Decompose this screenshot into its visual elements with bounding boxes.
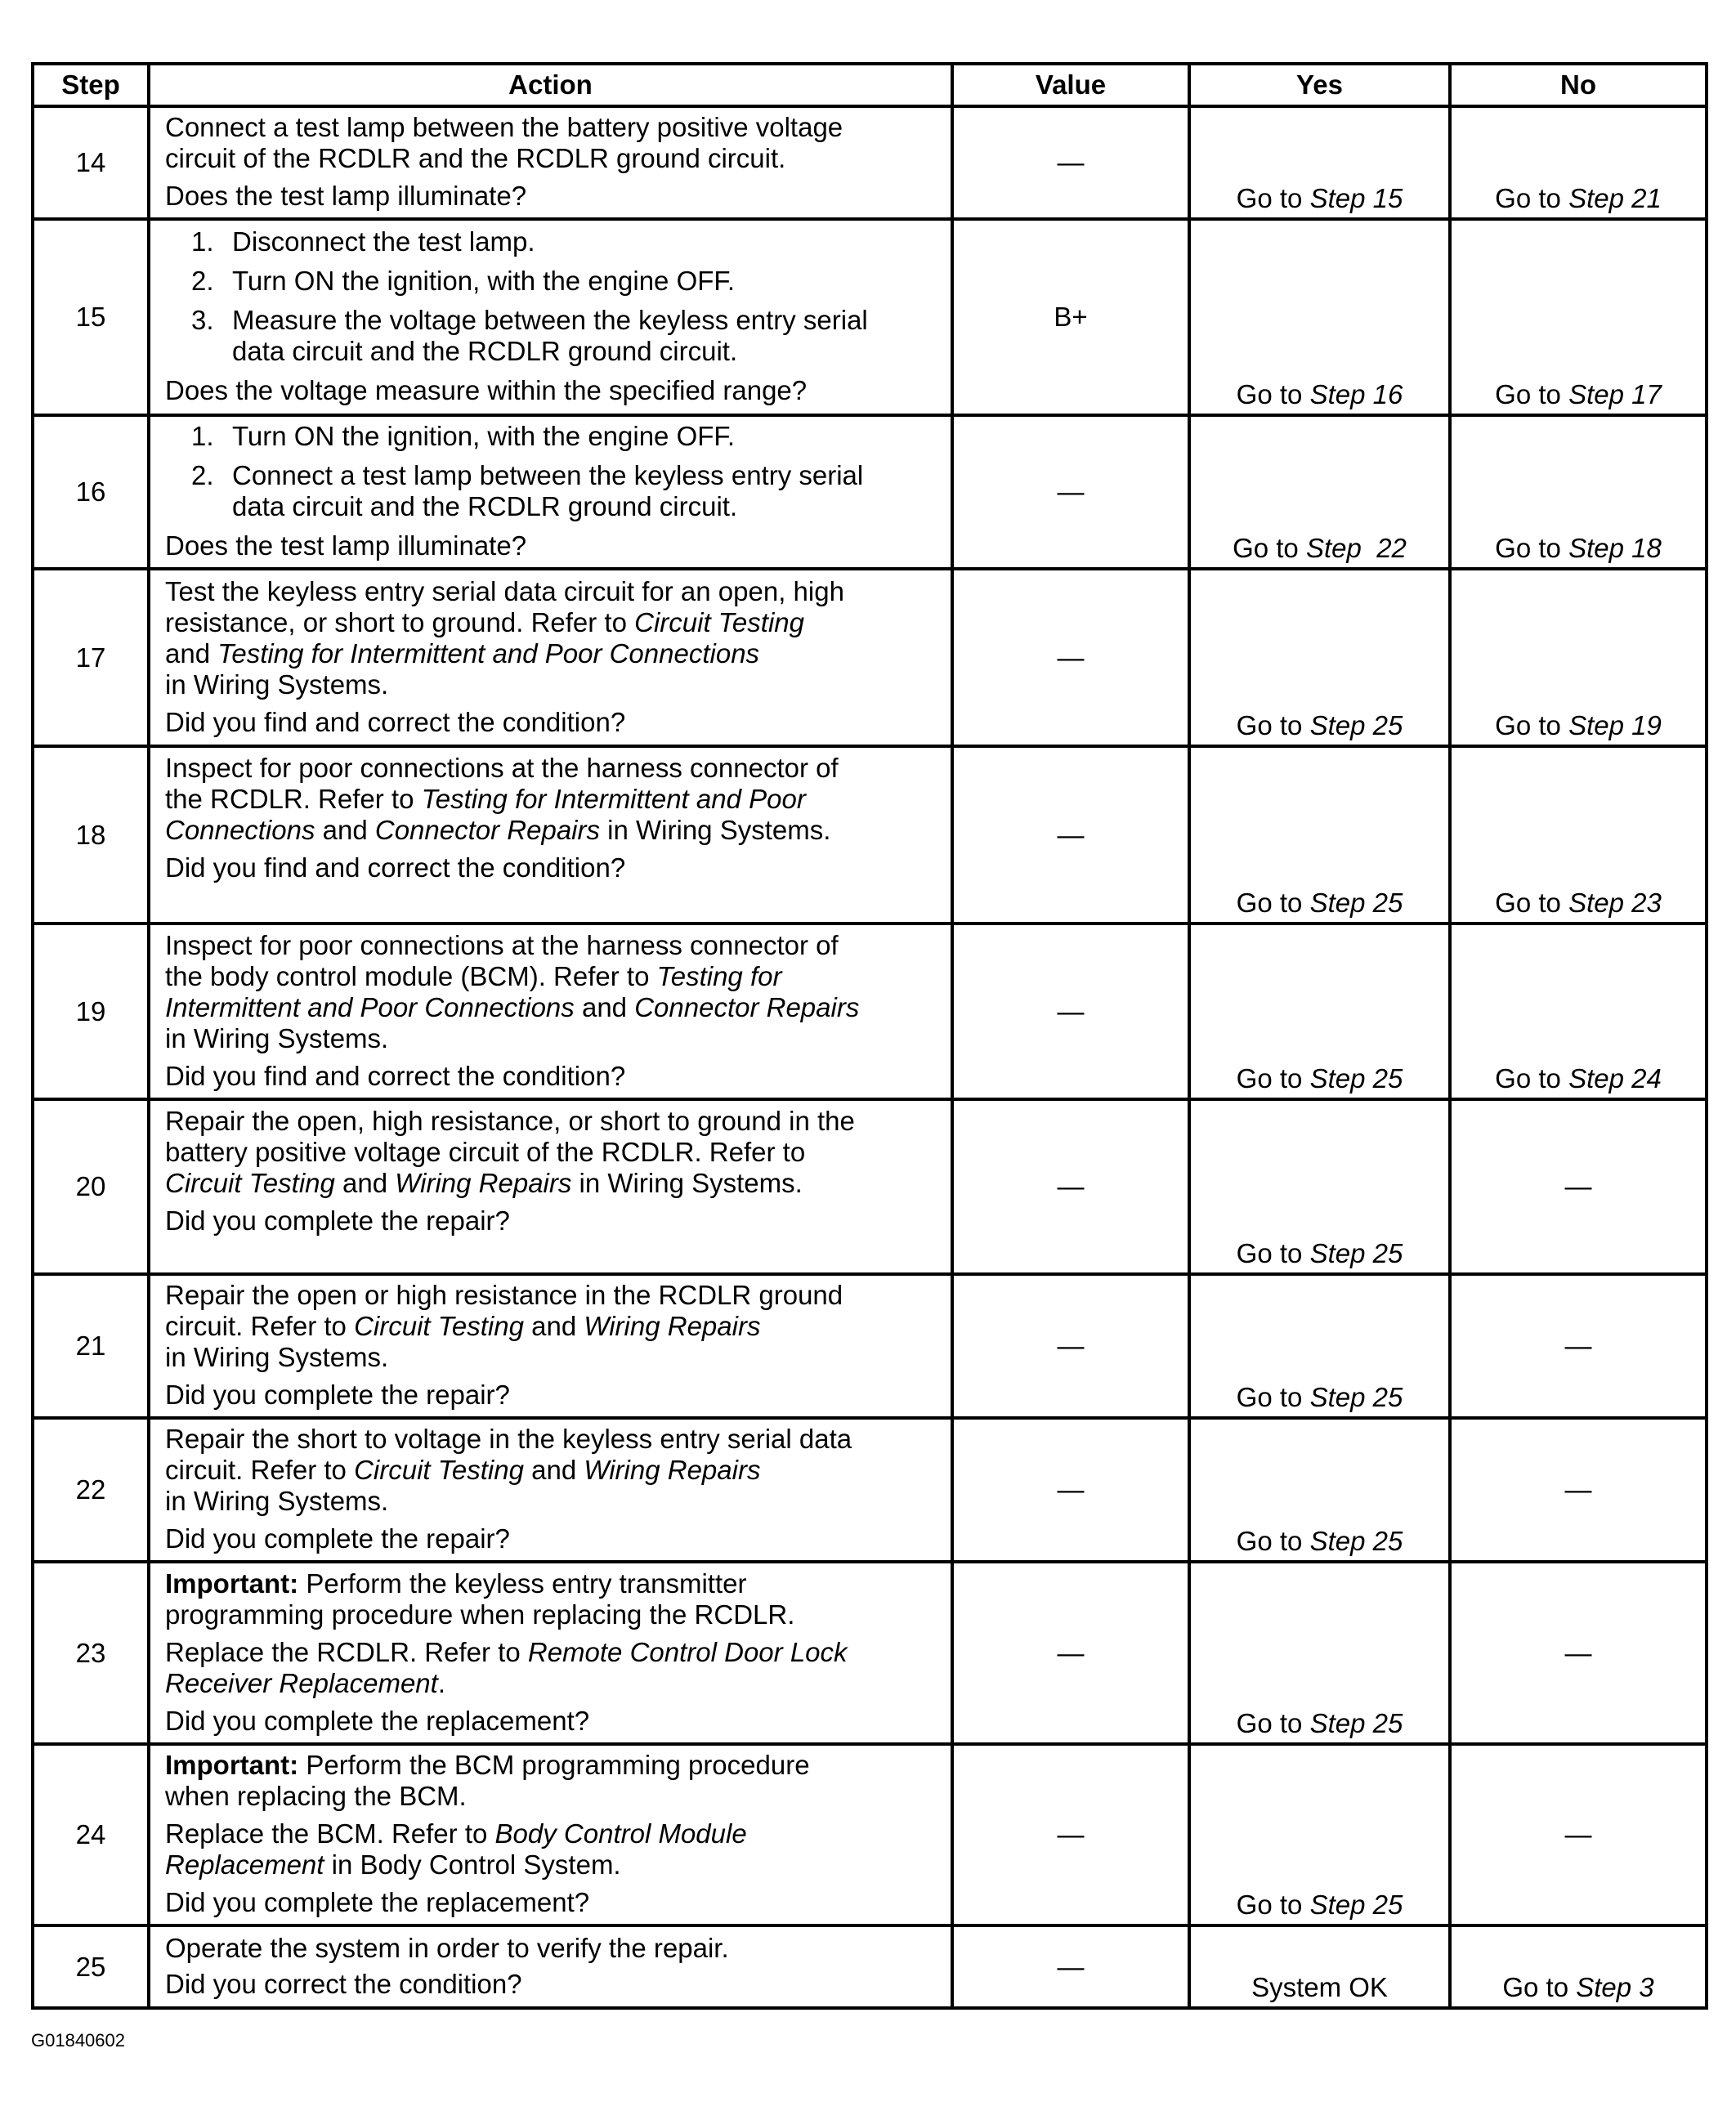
no-prefix: Go to [1495, 1063, 1561, 1093]
ref-bcm-replacement[interactable]: Replacement [165, 1849, 324, 1880]
value-cell: — [952, 1099, 1189, 1274]
action-text: Repair the short to voltage in the keyless entry serial data [165, 1424, 852, 1454]
yes-prefix: Go to [1236, 1890, 1303, 1920]
table-row [33, 1925, 1707, 2008]
action-text: Replace the BCM. Refer to [165, 1818, 495, 1849]
list-text: Connect a test lamp between the keyless entry serial data circuit and the RCDLR ground circuit. [232, 460, 864, 521]
action-question: Did you find and correct the condition? [165, 852, 626, 883]
header-value: Value [952, 64, 1189, 106]
yes-step-link[interactable]: Step 25 [1309, 1890, 1403, 1920]
action-text [165, 1849, 939, 1881]
action-text: Perform the keyless entry transmitter [298, 1568, 747, 1599]
value-cell: — [952, 106, 1189, 219]
important-label: Important: [165, 1750, 299, 1780]
no-cell [1450, 219, 1707, 415]
action-cell [149, 1099, 952, 1274]
table-row [33, 746, 1707, 924]
yes-cell: System OK [1189, 1925, 1450, 2008]
list-number: 2. [191, 266, 214, 296]
ref-intermittent-connections[interactable]: Testing for [656, 960, 782, 991]
action-cell [149, 106, 952, 219]
list-text: Turn ON the ignition, with the engine OFF. [232, 266, 736, 296]
step-number: 23 [33, 1562, 149, 1744]
action-question: Did you complete the repair? [165, 1380, 510, 1410]
action-list [165, 421, 939, 522]
no-cell [1450, 1925, 1707, 2008]
action-text: in Wiring Systems. [165, 1022, 389, 1053]
ref-circuit-testing[interactable]: Circuit Testing [354, 1455, 524, 1485]
action-text: and [334, 1168, 396, 1198]
value-cell: — [952, 1925, 1189, 2008]
action-text: and [165, 637, 218, 669]
yes-prefix: Go to [1236, 1526, 1303, 1556]
yes-prefix: Go to [1236, 710, 1303, 740]
action-question: Did you complete the replacement? [165, 1705, 590, 1736]
yes-cell [1189, 1744, 1450, 1925]
action-text: circuit. Refer to [165, 1455, 355, 1485]
action-text: resistance, or short to ground. Refer to [165, 606, 635, 637]
action-text: Inspect for poor connections at the harness connector of [165, 753, 839, 783]
no-cell: — [1450, 1418, 1707, 1562]
value-cell: — [952, 924, 1189, 1099]
action-text: in Wiring Systems. [165, 1342, 389, 1372]
action-text: and [574, 991, 635, 1022]
yes-prefix: Go to [1236, 888, 1303, 918]
action-text [165, 784, 939, 815]
action-text: in Body Control System. [324, 1849, 621, 1880]
ref-circuit-testing[interactable]: Circuit Testing [354, 1311, 524, 1341]
action-text: and [523, 1311, 584, 1341]
table-row [33, 1099, 1707, 1274]
no-cell [1450, 415, 1707, 569]
step-number: 18 [33, 746, 149, 924]
action-text [165, 992, 939, 1023]
ref-bcm-replacement[interactable]: Body Control Module [494, 1818, 747, 1849]
header-action: Action [149, 64, 952, 106]
ref-rcdlr-replacement[interactable]: Receiver Replacement [165, 1667, 438, 1698]
action-question: Did you complete the replacement? [165, 1887, 590, 1917]
action-question: Did you find and correct the condition? [165, 1060, 626, 1091]
ref-intermittent-connections[interactable]: Testing for Intermittent and Poor Connections [217, 637, 760, 669]
yes-prefix: Go to [1236, 1063, 1303, 1093]
ref-connector-repairs[interactable]: Connector Repairs [634, 991, 860, 1022]
yes-cell [1189, 106, 1450, 219]
list-text: Turn ON the ignition, with the engine OFF. [232, 421, 736, 451]
yes-cell [1189, 1418, 1450, 1562]
no-cell: — [1450, 1274, 1707, 1418]
yes-cell [1189, 746, 1450, 924]
no-step-link[interactable]: Step 3 [1576, 1972, 1654, 2002]
table-row [33, 924, 1707, 1099]
table-row [33, 1562, 1707, 1744]
step-number: 20 [33, 1099, 149, 1274]
yes-cell [1189, 1562, 1450, 1744]
no-prefix: Go to [1495, 183, 1561, 213]
action-text [165, 1455, 939, 1486]
value-cell: — [952, 1744, 1189, 1925]
ref-intermittent-connections[interactable]: Testing for Intermittent and Poor [421, 784, 806, 814]
step-number: 25 [33, 1925, 149, 2008]
yes-step-link[interactable]: Step 15 [1309, 183, 1403, 213]
yes-prefix: Go to [1236, 379, 1303, 409]
action-cell [149, 924, 952, 1099]
yes-step-link[interactable]: Step 25 [1309, 1708, 1403, 1738]
action-text [165, 607, 939, 638]
action-text [165, 1818, 939, 1849]
no-prefix: Go to [1495, 888, 1561, 918]
action-text [165, 1637, 939, 1668]
action-text: when replacing the BCM. [165, 1781, 467, 1811]
list-number: 1. [191, 226, 214, 257]
header-row [33, 64, 1707, 106]
list-item [191, 460, 939, 522]
action-cell [149, 569, 952, 746]
no-step-link[interactable]: Step 23 [1568, 888, 1662, 918]
header-step: Step [33, 64, 149, 106]
ref-intermittent-connections[interactable]: Intermittent and Poor Connections [165, 991, 575, 1022]
ref-wiring-repairs[interactable]: Wiring Repairs [395, 1168, 572, 1198]
action-text [165, 1668, 939, 1699]
no-prefix: Go to [1495, 379, 1561, 409]
action-text [165, 1568, 939, 1599]
action-question: Did you find and correct the condition? [165, 706, 626, 737]
table-row [33, 106, 1707, 219]
step-number: 17 [33, 569, 149, 746]
action-cell [149, 415, 952, 569]
yes-prefix: Go to [1236, 1708, 1303, 1738]
yes-prefix: Go to [1236, 1238, 1303, 1268]
list-number: 3. [191, 305, 214, 335]
action-text: Replace the RCDLR. Refer to [165, 1636, 528, 1667]
figure-id: G01840602 [31, 2030, 125, 2051]
step-number: 19 [33, 924, 149, 1099]
action-text: Repair the open, high resistance, or short to ground in the [165, 1106, 855, 1136]
important-label: Important: [165, 1568, 299, 1599]
list-item [191, 305, 939, 367]
table-row [33, 1418, 1707, 1562]
action-text: Test the keyless entry serial data circuit for an open, high [165, 575, 844, 606]
action-text: battery positive voltage circuit of the RCDLR. Refer to [165, 1137, 806, 1167]
step-number: 24 [33, 1744, 149, 1925]
no-step-link[interactable]: Step 24 [1568, 1063, 1662, 1093]
ref-connector-repairs[interactable]: Connector Repairs [374, 815, 600, 845]
diagnostic-table [31, 62, 1708, 2010]
yes-cell [1189, 1099, 1450, 1274]
action-question: Did you complete the repair? [165, 1523, 510, 1554]
action-text: programming procedure when replacing the RCDLR. [165, 1599, 795, 1630]
ref-rcdlr-replacement[interactable]: Remote Control Door Lock [527, 1636, 848, 1667]
value-cell: B+ [952, 219, 1189, 415]
list-item [191, 226, 939, 257]
table-row [33, 415, 1707, 569]
action-question: Did you complete the repair? [165, 1205, 510, 1236]
table-row [33, 219, 1707, 415]
ref-wiring-repairs[interactable]: Wiring Repairs [584, 1455, 761, 1485]
action-text [165, 1750, 939, 1781]
yes-prefix: Go to [1233, 533, 1299, 563]
no-cell [1450, 924, 1707, 1099]
no-step-link[interactable]: Step 19 [1568, 710, 1662, 740]
no-cell [1450, 746, 1707, 924]
action-text: the body control module (BCM). Refer to [165, 960, 657, 991]
list-item [191, 266, 939, 297]
action-question: Does the test lamp illuminate? [165, 181, 527, 211]
value-cell: — [952, 746, 1189, 924]
yes-step-link[interactable]: Step 25 [1309, 1238, 1403, 1268]
ref-circuit-testing[interactable]: Circuit Testing [634, 606, 804, 637]
list-number: 1. [191, 421, 214, 451]
action-text: in Wiring Systems. [165, 669, 389, 700]
action-text: circuit. Refer to [165, 1311, 355, 1341]
yes-cell [1189, 415, 1450, 569]
action-cell [149, 1562, 952, 1744]
action-text [165, 1168, 939, 1199]
no-cell: — [1450, 1562, 1707, 1744]
step-number: 15 [33, 219, 149, 415]
action-text [165, 638, 939, 669]
no-cell [1450, 569, 1707, 746]
action-cell [149, 219, 952, 415]
table-row [33, 1744, 1707, 1925]
list-text: Disconnect the test lamp. [232, 226, 535, 257]
action-text: in Wiring Systems. [571, 1168, 803, 1198]
action-text: Connect a test lamp between the battery positive voltage [165, 112, 843, 142]
action-text: in Wiring Systems. [165, 1486, 389, 1516]
list-text: Measure the voltage between the keyless entry serial data circuit and the RCDLR ground circuit. [232, 305, 868, 366]
action-text: circuit of the RCDLR and the RCDLR ground circuit. [165, 143, 786, 173]
yes-step-link[interactable]: Step 25 [1309, 1526, 1403, 1556]
action-question: Does the test lamp illuminate? [165, 530, 527, 561]
yes-step-link[interactable]: Step 25 [1309, 888, 1403, 918]
value-cell: — [952, 1562, 1189, 1744]
value-cell: — [952, 415, 1189, 569]
action-text [165, 815, 939, 846]
no-cell [1450, 106, 1707, 219]
action-cell [149, 1744, 952, 1925]
no-step-link[interactable]: Step 18 [1568, 533, 1662, 563]
action-cell [149, 1925, 952, 2008]
no-cell: — [1450, 1099, 1707, 1274]
step-number: 16 [33, 415, 149, 569]
yes-prefix: Go to [1236, 1382, 1303, 1412]
step-number: 14 [33, 106, 149, 219]
value-cell: — [952, 569, 1189, 746]
yes-cell [1189, 569, 1450, 746]
action-text: Inspect for poor connections at the harness connector of [165, 929, 839, 960]
action-text: Perform the BCM programming procedure [298, 1750, 810, 1780]
no-step-link[interactable]: Step 17 [1568, 379, 1662, 409]
no-prefix: Go to [1502, 1972, 1569, 2002]
step-number: 21 [33, 1274, 149, 1418]
yes-prefix: Go to [1236, 183, 1303, 213]
table-row [33, 569, 1707, 746]
action-text: Repair the open or high resistance in the RCDLR ground [165, 1280, 843, 1310]
yes-step-link[interactable]: Step 25 [1309, 710, 1403, 740]
action-text [165, 961, 939, 992]
action-list [165, 226, 939, 367]
ref-intermittent-connections[interactable]: Connections [165, 815, 315, 845]
yes-step-link[interactable]: Step 22 [1305, 533, 1407, 563]
no-step-link[interactable]: Step 21 [1568, 183, 1662, 213]
no-prefix: Go to [1495, 710, 1561, 740]
no-prefix: Go to [1495, 533, 1561, 563]
action-text: . [437, 1667, 445, 1698]
no-cell: — [1450, 1744, 1707, 1925]
ref-circuit-testing[interactable]: Circuit Testing [165, 1168, 335, 1198]
yes-step-link[interactable]: Step 25 [1309, 1382, 1403, 1412]
action-text: Operate the system in order to verify the repair. [165, 1932, 729, 1963]
list-number: 2. [191, 460, 214, 490]
yes-cell [1189, 924, 1450, 1099]
yes-cell [1189, 219, 1450, 415]
yes-step-link[interactable]: Step 16 [1309, 379, 1403, 409]
table-row [33, 1274, 1707, 1418]
action-question: Does the voltage measure within the specified range? [165, 375, 808, 405]
header-yes: Yes [1189, 64, 1450, 106]
header-no: No [1450, 64, 1707, 106]
action-cell [149, 1418, 952, 1562]
action-cell [149, 746, 952, 924]
list-item [191, 421, 939, 452]
step-number: 22 [33, 1418, 149, 1562]
action-text: and [315, 815, 375, 845]
value-cell: — [952, 1418, 1189, 1562]
action-question: Did you correct the condition? [165, 1968, 522, 1999]
action-text [165, 1311, 939, 1342]
yes-step-link[interactable]: Step 25 [1309, 1063, 1403, 1093]
action-text: the RCDLR. Refer to [165, 784, 422, 814]
yes-cell [1189, 1274, 1450, 1418]
action-text: and [523, 1455, 584, 1485]
value-cell: — [952, 1274, 1189, 1418]
ref-wiring-repairs[interactable]: Wiring Repairs [584, 1311, 761, 1341]
action-text: in Wiring Systems. [600, 815, 831, 845]
action-cell [149, 1274, 952, 1418]
